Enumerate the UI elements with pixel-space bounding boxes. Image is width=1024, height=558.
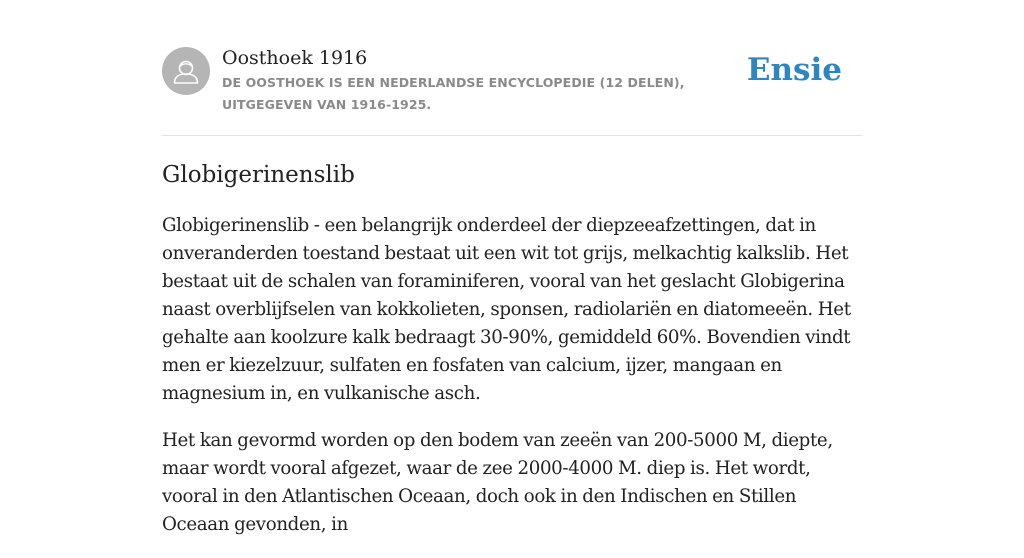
article-paragraph: Globigerinenslib - een belangrijk onderdeel der diepzeeafzettingen, dat in onveranderden toestand bestaat uit een wit tot grijs, melkachtig kalkslib. Het bestaat uit de schalen van foraminiferen, vooral van het geslacht Globigerina naast overblijfselen van kokkolieten, sponsen, radiolariën en diatomeeën. Het gehalte aan koolzure kalk bedraagt 30-90%, gemiddeld 60%. Bovendien vindt men er kiezelzuur, sulfaten en fosfaten van calcium, ijzer, mangaan en magnesium in, en vulkanische asch. bbox=[162, 215, 851, 404]
article-title: Globigerinenslib bbox=[162, 162, 355, 188]
source-title[interactable]: Oosthoek 1916 bbox=[222, 47, 368, 69]
source-header bbox=[162, 46, 862, 116]
article-paragraph: Het kan gevormd worden op den bodem van zeeën van 200-5000 M, diepte, maar wordt vooral afgezet, waar de zee 2000-4000 M. diep is. Het wordt, vooral in den Atlantischen Oceaan, doch ook in den Indischen en Stillen Oceaan gevonden, in bbox=[162, 430, 833, 535]
article-body bbox=[162, 212, 862, 558]
avatar[interactable] bbox=[162, 47, 210, 95]
header-divider bbox=[162, 135, 862, 136]
ensie-logo-link[interactable]: Ensie bbox=[746, 52, 842, 88]
user-icon bbox=[162, 47, 210, 95]
source-description: DE OOSTHOEK IS EEN NEDERLANDSE ENCYCLOPEDIE (12 DELEN), UITGEGEVEN VAN 1916-1925. bbox=[222, 75, 685, 112]
